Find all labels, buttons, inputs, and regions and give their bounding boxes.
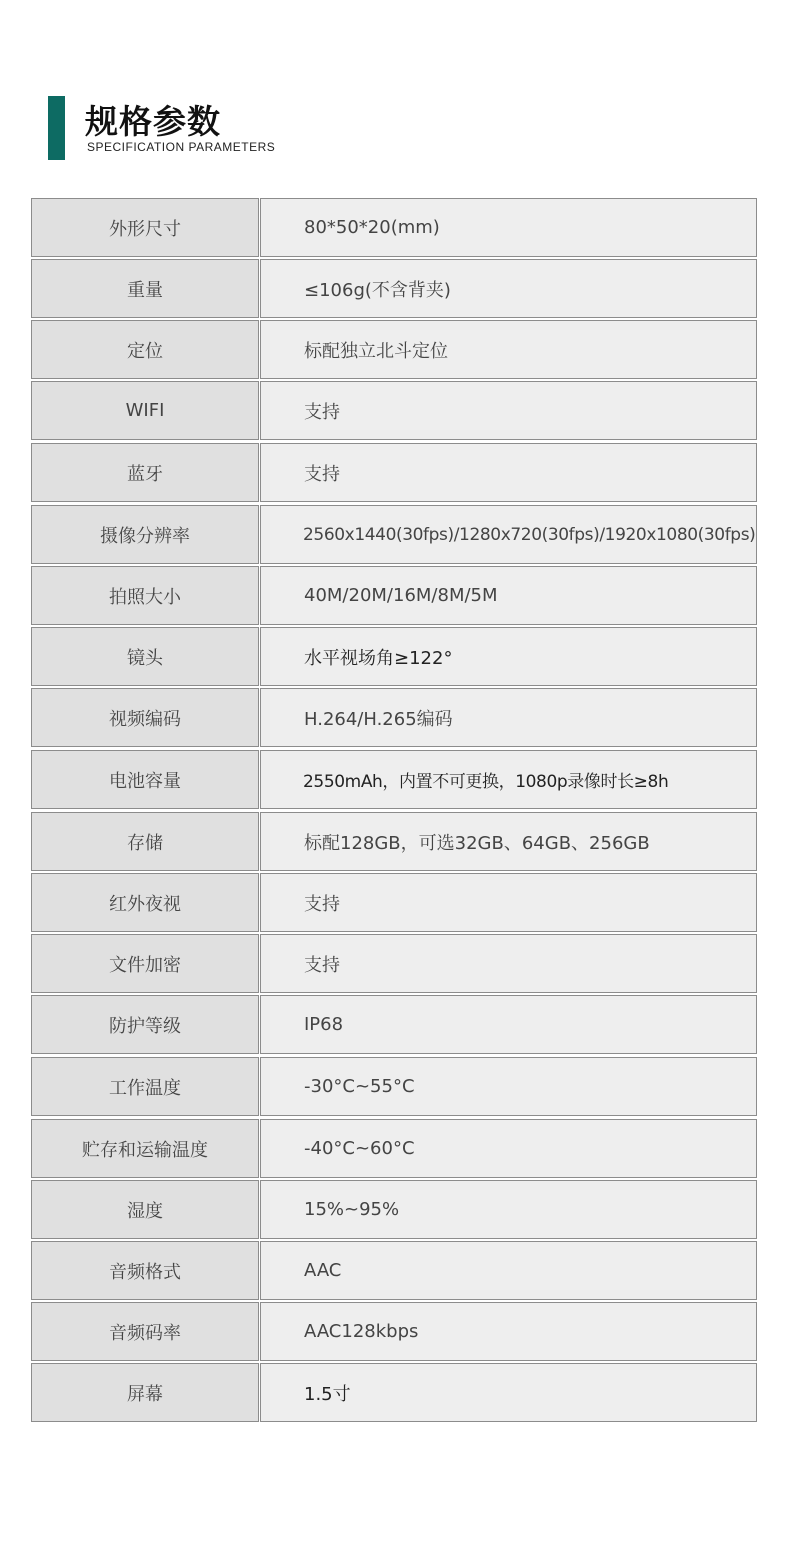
spec-value: 2560x1440(30fps)/1280x720(30fps)/1920x1080(30fps) <box>260 505 757 564</box>
spec-row-positioning <box>31 320 760 379</box>
spec-label: 贮存和运输温度 <box>31 1119 259 1178</box>
spec-value: 标配独立北斗定位 <box>260 320 757 379</box>
spec-value: 15%~95% <box>260 1180 757 1239</box>
spec-row-humidity <box>31 1180 760 1239</box>
spec-value: 支持 <box>260 381 757 440</box>
spec-row-storage <box>31 812 760 871</box>
page-subtitle: SPECIFICATION PARAMETERS <box>87 140 276 154</box>
spec-row-protection-rating <box>31 995 760 1054</box>
spec-label: 存储 <box>31 812 259 871</box>
spec-label: 视频编码 <box>31 688 259 747</box>
spec-row-weight <box>31 259 760 318</box>
spec-row-night-vision <box>31 873 760 932</box>
spec-label: 拍照大小 <box>31 566 259 625</box>
spec-value: -40°C~60°C <box>260 1119 757 1178</box>
spec-label: 音频码率 <box>31 1302 259 1361</box>
spec-value: 1.5寸 <box>260 1363 757 1422</box>
spec-row-screen <box>31 1363 760 1422</box>
spec-label: 屏幕 <box>31 1363 259 1422</box>
spec-row-operating-temperature <box>31 1057 760 1116</box>
spec-value: 2550mAh，内置不可更换，1080p录像时长≥8h <box>260 750 757 809</box>
spec-row-storage-temperature <box>31 1119 760 1178</box>
spec-value: ≤106g(不含背夹) <box>260 259 757 318</box>
spec-value: AAC <box>260 1241 757 1300</box>
spec-label: 电池容量 <box>31 750 259 809</box>
spec-row-audio-format <box>31 1241 760 1300</box>
spec-label: 防护等级 <box>31 995 259 1054</box>
spec-value: 支持 <box>260 873 757 932</box>
spec-label: 摄像分辨率 <box>31 505 259 564</box>
spec-value: 40M/20M/16M/8M/5M <box>260 566 757 625</box>
spec-value: AAC128kbps <box>260 1302 757 1361</box>
spec-label: 蓝牙 <box>31 443 259 502</box>
spec-label: 文件加密 <box>31 934 259 993</box>
spec-value: 支持 <box>260 934 757 993</box>
spec-label: 外形尺寸 <box>31 198 259 257</box>
spec-row-photo-size <box>31 566 760 625</box>
page-title: 规格参数 <box>85 102 221 141</box>
spec-label: 音频格式 <box>31 1241 259 1300</box>
spec-value: 水平视场角≥122° <box>260 627 757 686</box>
spec-value: 标配128GB，可选32GB、64GB、256GB <box>260 812 757 871</box>
spec-label: 工作温度 <box>31 1057 259 1116</box>
spec-label: 红外夜视 <box>31 873 259 932</box>
spec-value: IP68 <box>260 995 757 1054</box>
spec-row-battery <box>31 750 760 809</box>
spec-label: 定位 <box>31 320 259 379</box>
header-accent-bar <box>48 96 65 160</box>
spec-value: 80*50*20(mm) <box>260 198 757 257</box>
spec-label: 湿度 <box>31 1180 259 1239</box>
spec-row-dimensions <box>31 198 760 257</box>
spec-value: H.264/H.265编码 <box>260 688 757 747</box>
spec-value: -30°C~55°C <box>260 1057 757 1116</box>
spec-row-video-codec <box>31 688 760 747</box>
spec-row-video-resolution <box>31 505 760 564</box>
spec-row-lens <box>31 627 760 686</box>
spec-row-wifi <box>31 381 760 440</box>
spec-label: 镜头 <box>31 627 259 686</box>
spec-label: WIFI <box>31 381 259 440</box>
spec-row-audio-bitrate <box>31 1302 760 1361</box>
spec-value: 支持 <box>260 443 757 502</box>
spec-row-bluetooth <box>31 443 760 502</box>
spec-row-file-encryption <box>31 934 760 993</box>
spec-label: 重量 <box>31 259 259 318</box>
